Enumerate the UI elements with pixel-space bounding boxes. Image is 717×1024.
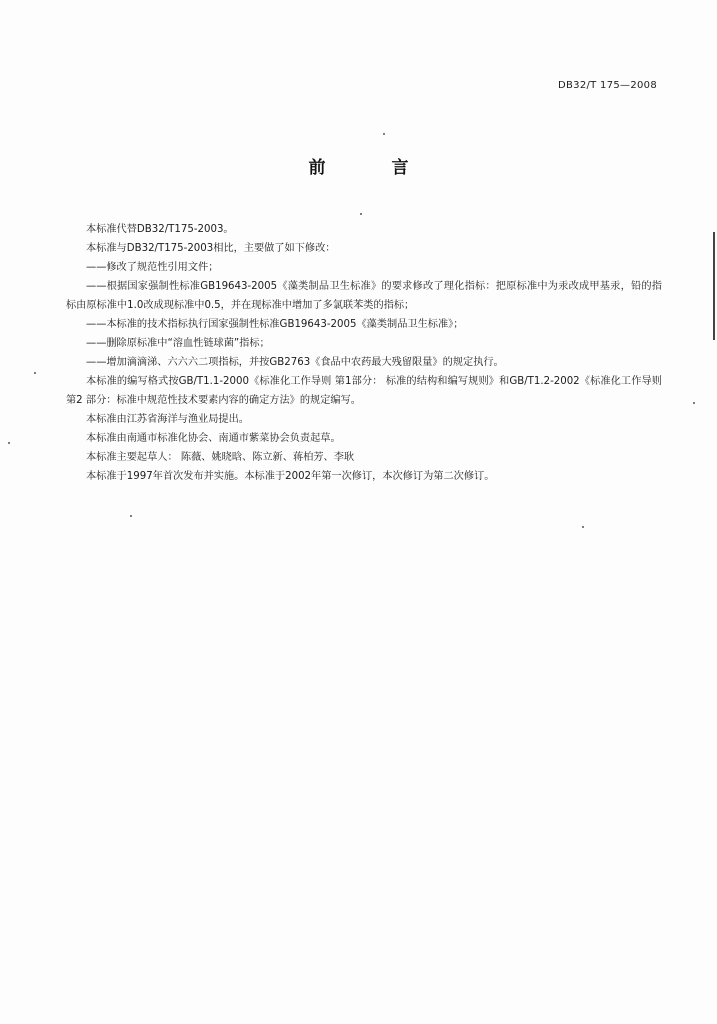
change-item-references: ——修改了规范性引用文件；	[86, 262, 219, 273]
change-item-remove-streptococcus: ——删除原标准中“溶血性链球菌”指标；	[86, 338, 270, 349]
paragraph-proposer: 本标准由江苏省海洋与渔业局提出。	[86, 414, 249, 425]
change-item-physicochemical: ——根据国家强制性标准GB19643-2005《藻类制品卫生标准》的要求修改了理化指标：把原标准中为汞改成甲基汞，铅的指标由原标准中1.0改成现标准中0.5，并在现标准中增加了多氯联苯类的指标；	[66, 281, 662, 311]
page-title: 前 言	[308, 158, 439, 178]
standard-code: DB32/T 175—2008	[558, 80, 657, 91]
paragraph-changes-intro: 本标准与DB32/T175-2003相比，主要做了如下修改：	[86, 243, 336, 254]
foreword-body	[66, 220, 662, 486]
paragraph-history: 本标准于1997年首次发布并实施。本标准于2002年第一次修订，本次修订为第二次修订。	[86, 471, 495, 482]
scan-speck	[582, 526, 584, 528]
change-item-technical-indicators: ——本标准的技术指标执行国家强制性标准GB19643-2005《藻类制品卫生标准》；	[86, 319, 464, 330]
scan-edge-mark	[713, 232, 715, 340]
paragraph-drafters: 本标准主要起草人： 陈薇、姚晓晗、陈立新、蒋柏芳、李耿	[86, 452, 355, 463]
scan-speck	[8, 442, 10, 444]
scan-speck	[693, 402, 695, 404]
scan-speck	[360, 213, 362, 215]
scan-speck	[34, 372, 36, 374]
change-item-add-pesticides: ——增加滴滴涕、六六六二项指标，并按GB2763《食品中农药最大残留限量》的规定执行。	[86, 357, 504, 368]
paragraph-drafting-org: 本标准由南通市标准化协会、南通市紫菜协会负责起草。	[86, 433, 341, 444]
scan-speck	[383, 133, 385, 135]
paragraph-drafting-format: 本标准的编写格式按GB/T1.1-2000《标准化工作导则 第1部分： 标准的结构和编写规则》和GB/T1.2-2002《标准化工作导则 第2 部分：标准中规范性技术要素内容的确定方法》的规定编写。	[66, 376, 662, 406]
paragraph-replaces: 本标准代替DB32/T175-2003。	[86, 224, 234, 235]
scan-speck	[130, 515, 132, 517]
